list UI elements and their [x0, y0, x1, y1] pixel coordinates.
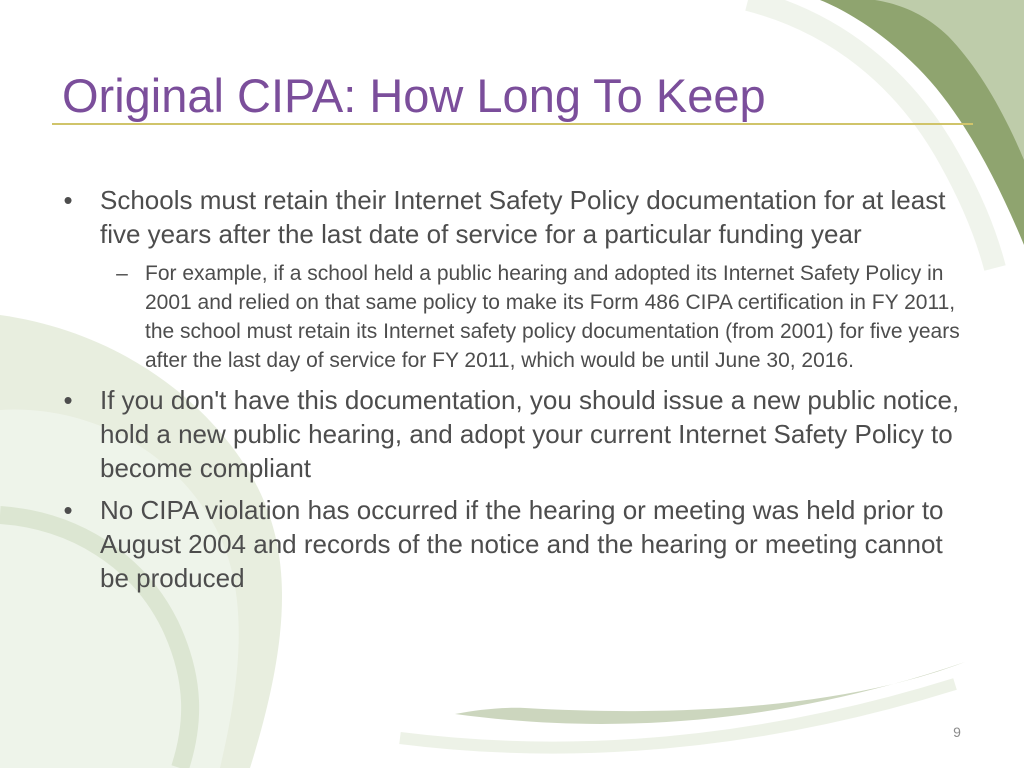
slide-page-number: 9	[953, 724, 961, 740]
sub-bullet-example	[100, 259, 966, 375]
bullet-icon: •	[63, 495, 73, 525]
title-underline	[52, 123, 973, 125]
bottom-green-sweep	[455, 662, 965, 724]
sub-bullet-text-example: For example, if a school held a public hearing and adopted its Internet Safety Policy in 2001 and relied on that same policy to make its Form 486 CIPA certification in FY 2011, the school must retain its Internet safety policy documentation (from 2001) for five years after the last day of service for FY 2011, which would be until June 30, 2016.	[145, 262, 960, 372]
slide-title: Original CIPA: How Long To Keep	[62, 69, 766, 122]
bullet-text-missing-documentation: If you don't have this documentation, you should issue a new public notice, hold a new public hearing, and adopt your current Internet Safety Policy to become compliant	[100, 385, 960, 483]
bullet-text-retain-documentation: Schools must retain their Internet Safety Policy documentation for at least five years after the last date of service for a particular funding year	[100, 185, 946, 249]
bullet-text-no-violation: No CIPA violation has occurred if the hearing or meeting was held prior to August 2004 and records of the notice and the hearing or meeting cannot be produced	[100, 495, 944, 593]
bullet-item-missing-documentation	[56, 383, 966, 485]
dash-icon: –	[116, 262, 128, 285]
bullet-item-no-violation	[56, 493, 966, 595]
bullet-list	[56, 183, 966, 595]
bullet-icon: •	[63, 185, 73, 215]
bullet-icon: •	[63, 385, 73, 415]
bullet-item-retain-documentation	[56, 183, 966, 375]
